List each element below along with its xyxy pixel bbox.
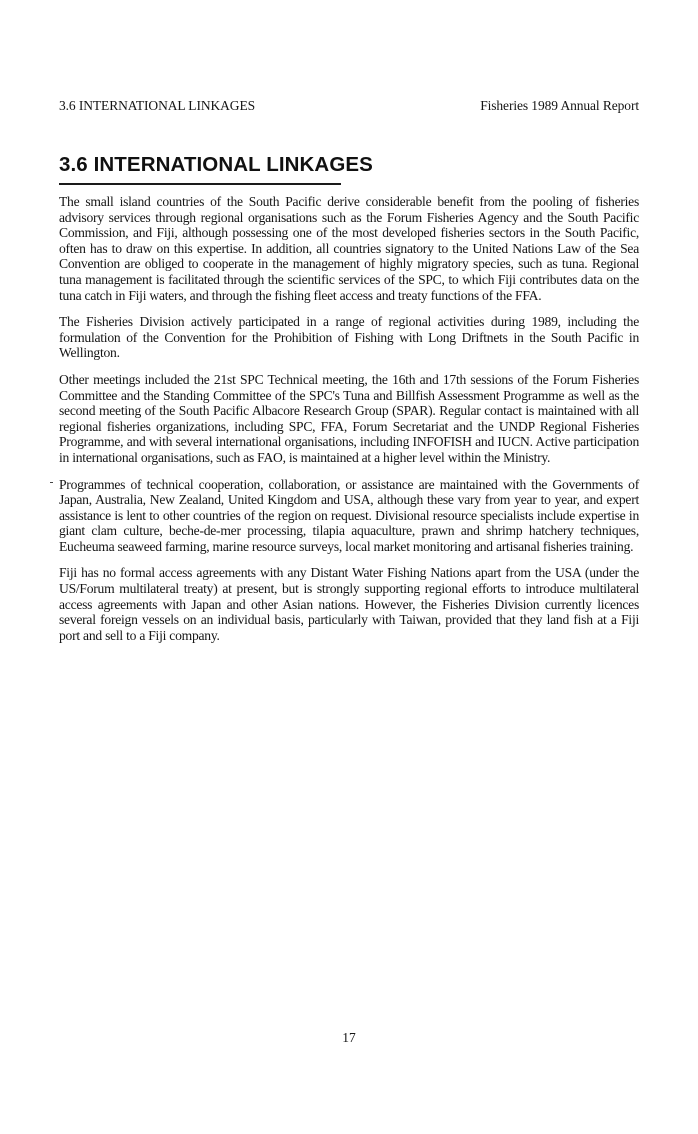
paragraph-technical-cooperation: Programmes of technical cooperation, collaboration, or assistance are maintained with the Governments of Japan, Australia, New Zealand, United Kingdom and USA, although these vary from year to year, and expert assistance is lent to other countries of the region on request. Divisional resource specialists include expertise in giant clam culture, beche-de-mer processing, tilapia aquaculture, prawn and shrimp hatchery techniques, Eucheuma seaweed farming, marine resource surveys, local market monitoring and artisanal fisheries training.: [59, 476, 639, 554]
paragraph-access-agreements: Fiji has no formal access agreements with any Distant Water Fishing Nations apart from the USA (under the US/Forum multilateral treaty) at present, but is strongly supporting regional efforts to introduce multilateral access agreements with Japan and other Asian nations. However, the Fisheries Division currently licences several foreign vessels on an individual basis, particularly with Taiwan, provided that they land fish at a Fiji port and sell to a Fiji company.: [59, 565, 639, 643]
paragraph-regional-benefits: The small island countries of the South Pacific derive considerable benefit from the pooling of fisheries advisory services through regional organisations such as the Forum Fisheries Agency and the South Pacific Commission, and Fiji, although possessing one of the most developed fisheries sectors in the South Pacific, often has to draw on this expertise. In addition, all countries signatory to the United Nations Law of the Sea Convention are obliged to cooperate in the management of highly migratory species, such as tuna. Regional tuna management is facilitated through the scientific services of the SPC, to which Fiji contributes data on the tuna catch in Fiji waters, and through the fishing fleet access and treaty functions of the FFA.: [59, 194, 639, 303]
page-number: 17: [342, 1030, 356, 1045]
body-text: [59, 194, 639, 654]
paragraph-other-meetings: Other meetings included the 21st SPC Technical meeting, the 16th and 17th sessions of the Forum Fisheries Committee and the Standing Committee of the SPC's Tuna and Billfish Assessment Programme as well as the second meeting of the South Pacific Albacore Research Group (SPAR). Regular contact is maintained with all regional fisheries organizations, including SPC, FFA, Forum Secretariat and the UNDP Regional Fisheries Programme, and with several international organisations, including INFOFISH and IUCN. Active participation in international organisations, such as FAO, is maintained at a higher level within the Ministry.: [59, 371, 639, 465]
running-header-section: 3.6 INTERNATIONAL LINKAGES: [59, 98, 255, 113]
running-header-report-title: Fisheries 1989 Annual Report: [480, 98, 639, 113]
section-title: 3.6 INTERNATIONAL LINKAGES: [59, 153, 373, 176]
paragraph-regional-activities: The Fisheries Division actively participated in a range of regional activities during 1989, including the formulation of the Convention for the Prohibition of Fishing with Long Driftnets in the South Pacific in Wellington.: [59, 314, 639, 361]
section-title-underline: [59, 183, 341, 185]
scan-artifact-mark: [50, 482, 53, 483]
running-header: [59, 98, 639, 114]
